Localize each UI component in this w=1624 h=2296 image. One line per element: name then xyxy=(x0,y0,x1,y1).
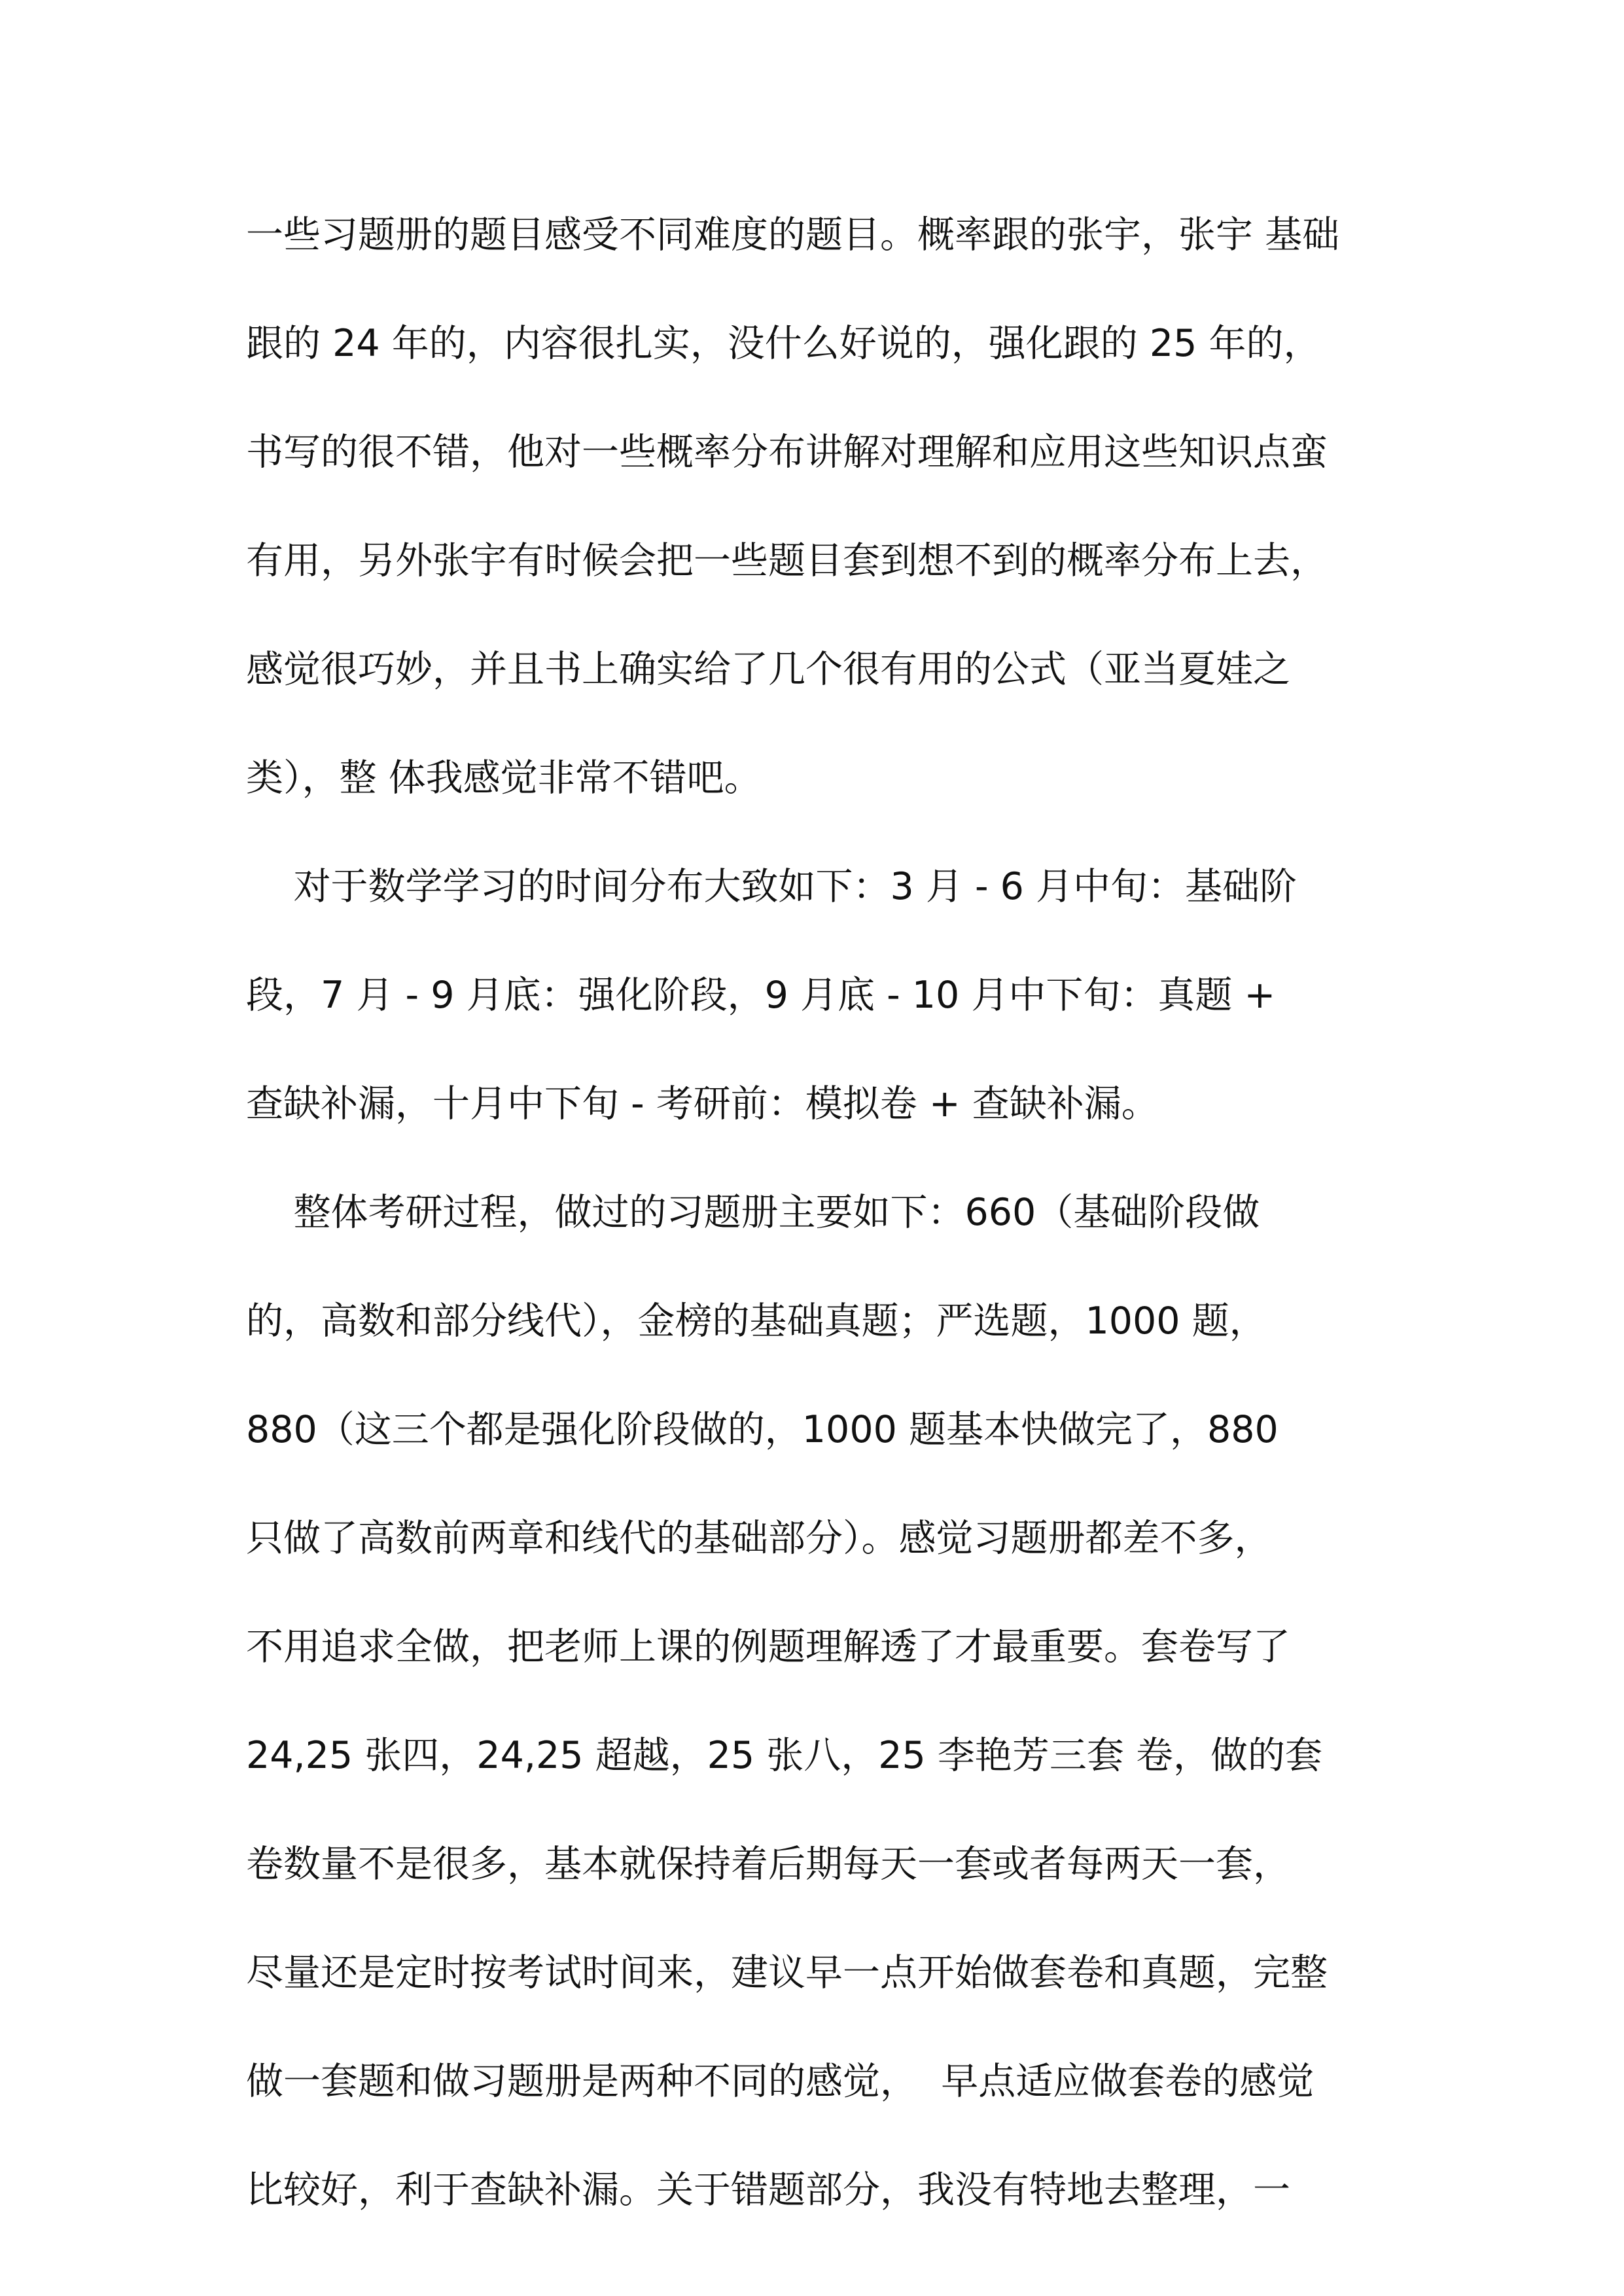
text-line: 一些习题册的题目感受不同难度的题目。概率跟的张宇，张宇 基础 xyxy=(246,213,1340,256)
text-line: 查缺补漏，十月中下旬 - 考研前：模拟卷 + 查缺补漏。 xyxy=(246,1082,1159,1125)
text-line: 对于数学学习的时间分布大致如下：3 月 - 6 月中旬：基础阶 xyxy=(246,865,1297,908)
text-line: 24,25 张四，24,25 超越，25 张八，25 李艳芳三套 卷，做的套 xyxy=(246,1734,1323,1777)
text-line: 的，高数和部分线代），金榜的基础真题；严选题，1000 题， xyxy=(246,1299,1267,1343)
text-line: 书写的很不错，他对一些概率分布讲解对理解和应用这些知识点蛮 xyxy=(246,431,1328,474)
text-line: 只做了高数前两章和线代的基础部分）。感觉习题册都差不多， xyxy=(246,1517,1272,1560)
text-line: 做一套题和做习题册是两种不同的感觉， 早点适应做套卷的感觉 xyxy=(246,2060,1315,2103)
body-text xyxy=(246,181,1385,2244)
text-line: 有用，另外张宇有时候会把一些题目套到想不到的概率分布上去， xyxy=(246,539,1328,582)
text-line: 跟的 24 年的，内容很扎实，没什么好说的，强化跟的 25 年的， xyxy=(246,322,1321,365)
text-line: 卷数量不是很多，基本就保持着后期每天一套或者每两天一套， xyxy=(246,1843,1290,1886)
text-line: 段，7 月 - 9 月底：强化阶段，9 月底 - 10 月中下旬：真题 + xyxy=(246,974,1276,1017)
text-line: 类），整 体我感觉非常不错吧。 xyxy=(246,756,762,800)
text-line: 尽量还是定时按考试时间来，建议早一点开始做套卷和真题，完整 xyxy=(246,1951,1328,1994)
text-line: 比较好，利于查缺补漏。关于错题部分，我没有特地去整理，一 xyxy=(246,2168,1290,2212)
text-line: 整体考研过程，做过的习题册主要如下：660（基础阶段做 xyxy=(246,1191,1260,1234)
text-line: 880（这三个都是强化阶段做的，1000 题基本快做完了，880 xyxy=(246,1408,1279,1451)
text-line: 不用追求全做，把老师上课的例题理解透了才最重要。套卷写了 xyxy=(246,1625,1290,1669)
text-line: 感觉很巧妙，并且书上确实给了几个很有用的公式（亚当夏娃之 xyxy=(246,648,1290,691)
